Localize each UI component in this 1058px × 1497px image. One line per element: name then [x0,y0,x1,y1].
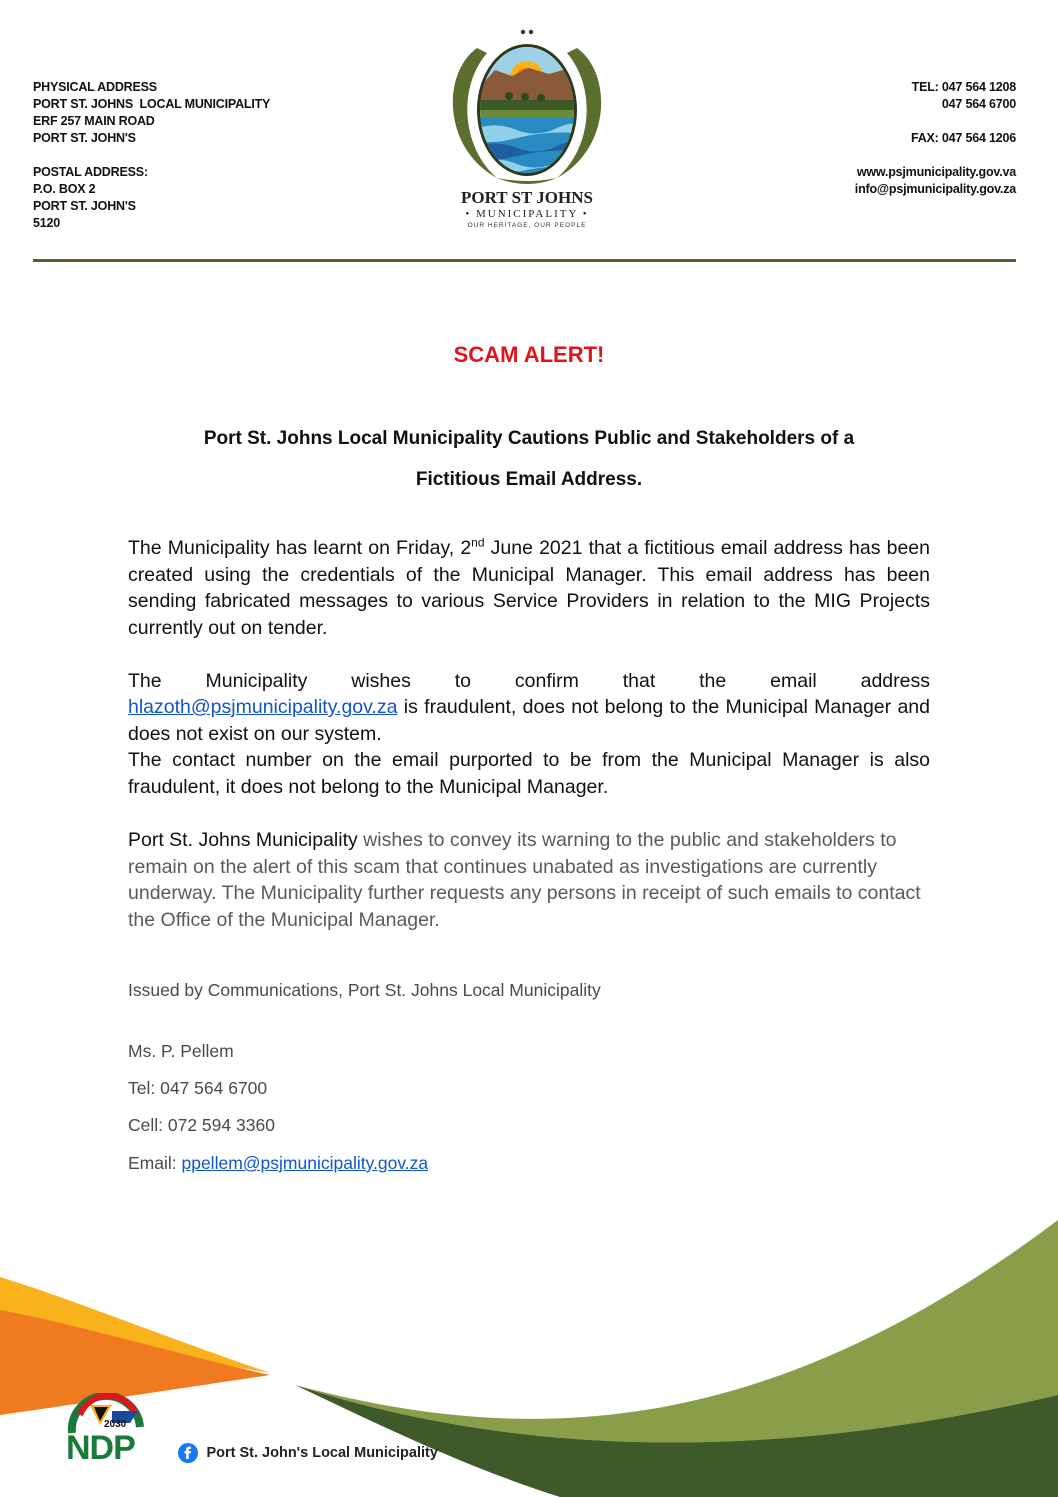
p4-lead: Port St. Johns Municipality [128,829,358,851]
contact-email-link[interactable]: ppellem@psjmunicipality.gov.za [181,1153,429,1173]
fax-label: FAX: [910,131,939,145]
postal-address-heading: POSTAL ADDRESS: [33,165,148,179]
postal-address-line: P.O. BOX 2 [33,182,96,196]
p1-part2: June 2021 that a fictitious email address has been created using the credentials of the Municipal Manager. This email address has been sending fabricated messages to various Service Providers in relation to the MIG Projects currently out on tender. [128,537,930,639]
notice-subtitle-line-2: Fictitious Email Address. [415,469,643,490]
tel-label: TEL: [911,80,939,94]
fax-line [855,130,1016,147]
notice-subtitle-line-1: Port St. Johns Local Municipality Cautions Public and Stakeholders of a [203,428,855,449]
website[interactable]: www.psjmunicipality.gov.va [856,165,1016,179]
physical-address-line: ERF 257 MAIN ROAD [33,114,155,128]
physical-address-line: PORT ST. JOHN'S [33,131,136,145]
contact-tel: Tel: 047 564 6700 [128,1078,268,1098]
swoosh-olive [295,1220,1058,1443]
header-email[interactable]: info@psjmunicipality.gov.za [854,182,1016,196]
contact-block [855,79,1016,198]
fax-number: 047 564 1206 [941,131,1016,145]
header-divider [33,259,1016,262]
municipality-logo [437,28,617,238]
logo-subtitle: • MUNICIPALITY • [465,208,589,220]
contact-email-line [128,1153,428,1174]
p2-rest: is fraudulent, does not belong to the Municipal Manager and does not exist on our system. [128,696,930,745]
paragraph-2-line-1: The Municipality wishes to confirm that the email address [128,670,930,692]
logo-tagline: OUR HERITAGE, OUR PEOPLE [467,222,587,229]
logo-name: PORT ST JOHNS [461,188,593,207]
postal-address-line: 5120 [33,216,61,230]
scam-alert-title: SCAM ALERT! [453,342,605,367]
footer-swoosh-graphic [0,1215,1058,1497]
paragraph-3: The contact number on the email purported to be from the Municipal Manager is also fraudulent, it does not belong to the Municipal Manager. [128,749,930,798]
p4-rest: wishes to convey its warning to the public and stakeholders to remain on the alert of this scam that continues unabated as investigations are currently underway. The Municipality further requests any persons in receipt of such emails to contact the Office of the Municipal Manager. [128,829,921,931]
paragraph-2 [128,694,930,747]
tel-2: 047 564 6700 [941,97,1016,111]
tel-1: 047 564 1208 [941,80,1016,94]
postal-address-block [33,164,148,232]
postal-address-line: PORT ST. JOHN'S [33,199,136,213]
facebook-icon [178,1443,198,1463]
paragraph-1 [128,535,930,641]
issued-by: Issued by Communications, Port St. Johns Local Municipality [128,980,601,1000]
facebook-text: Port St. John's Local Municipality [206,1445,438,1461]
physical-address-line: PORT ST. JOHNS LOCAL MUNICIPALITY [33,97,271,111]
facebook-link[interactable] [178,1443,438,1463]
p1-part1: The Municipality has learnt on Friday, 2 [128,537,472,559]
p1-superscript: nd [471,535,485,550]
physical-address-block [33,79,270,147]
physical-address-heading: PHYSICAL ADDRESS [33,80,157,94]
tel-line [855,79,1016,96]
contact-name: Ms. P. Pellem [128,1041,234,1061]
ndp-label: NDP [66,1429,135,1467]
ndp-year: 2030 [104,1419,127,1430]
contact-cell: Cell: 072 594 3360 [128,1115,275,1135]
contact-email-label: Email: [128,1153,182,1173]
fraudulent-email-link[interactable]: hlazoth@psjmunicipality.gov.za [128,696,398,718]
logo-emblem-icon [437,28,617,188]
paragraph-4 [128,827,928,933]
ndp-logo [60,1393,152,1473]
